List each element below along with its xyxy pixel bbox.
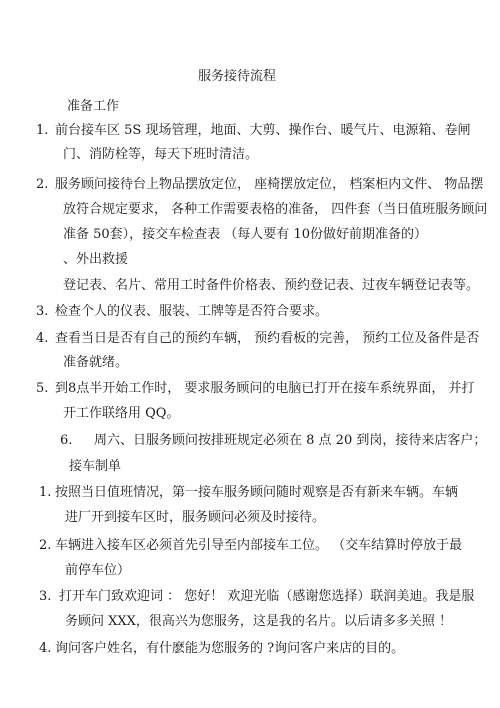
list-item-line: 准备 50套），接交车检查表 （每人要有 10份做好前期准备的） [63, 227, 427, 242]
list-item-line: 车辆进入接车区必须首先引导至内部接车工位。 （交车结算时停放于最 [55, 538, 463, 553]
list-item-line: 放符合规定要求， 各种工作需要表格的准备， 四件套（当日值班服务顾问 [63, 202, 488, 217]
list-item-number: 4. [36, 331, 49, 346]
list-item-number: 3. [39, 589, 52, 604]
list-item-line: 准备就绪。 [63, 355, 129, 370]
list-item-line: 按照当日值班情况，第一接车服务顾问随时观察是否有新来车辆。车辆 [55, 485, 459, 500]
list-item-line: 开工作联络用 QQ。 [63, 406, 180, 421]
list-item-line: 询问客户姓名，有什麽能为您服务的 ?询问客户来店的目的。 [55, 641, 405, 656]
section-heading-reception: 接车制单 [69, 459, 122, 474]
list-item-line: 查看当日是否有自己的预约车辆， 预约看板的完善， 预约工位及备件是否 [55, 331, 480, 346]
list-item-line: 周六、日服务顾问按排班规定必须在 8 点 20 到岗，接待来店客户； [94, 433, 487, 448]
list-item-number: 5. [36, 381, 49, 396]
list-item-line: 前台接车区 5S 现场管理，地面、大剪、操作台、暖气片、电源箱、卷闸 [55, 123, 471, 138]
section-heading-preparation: 准备工作 [67, 99, 120, 114]
list-item-number: 4. [39, 641, 52, 656]
list-item-number: 1. [36, 123, 49, 138]
list-item-number: 6. [60, 433, 73, 448]
list-item-line: 务顾问 XXX，很高兴为您服务，这是我的名片。以后请多多关照 ！ [65, 614, 453, 629]
list-item-line: 登记表、名片、常用工时备件价格表、预约登记表、过夜车辆登记表等。 [63, 278, 480, 293]
list-item-line: 服务顾问接待台上物品摆放定位， 座椅摆放定位， 档案柜内文件、 物品摆 [55, 177, 484, 192]
page-title: 服务接待流程 [198, 69, 277, 84]
list-item-line: 、外出救援 [63, 252, 129, 267]
list-item-line: 检查个人的仪表、服装、工牌等是否符合要求。 [55, 304, 329, 319]
list-item-line: 打开车门致欢迎词 ： 您好！ 欢迎光临（感谢您选择）联润美迪。我是服 [59, 589, 475, 604]
list-item-line: 到8点半开始工作时， 要求服务顾问的电脑已打开在接车系统界面， 并打 [55, 381, 475, 396]
list-item-number: 1. [39, 485, 52, 500]
list-item-number: 3. [36, 304, 49, 319]
list-item-line: 门、消防栓等，每天下班时清洁。 [63, 147, 259, 162]
list-item-number: 2. [36, 177, 49, 192]
list-item-line: 进厂开到接车区时，服务顾问必须及时接待。 [65, 510, 326, 525]
list-item-line: 前停车位） [65, 563, 131, 578]
list-item-number: 2. [39, 538, 52, 553]
